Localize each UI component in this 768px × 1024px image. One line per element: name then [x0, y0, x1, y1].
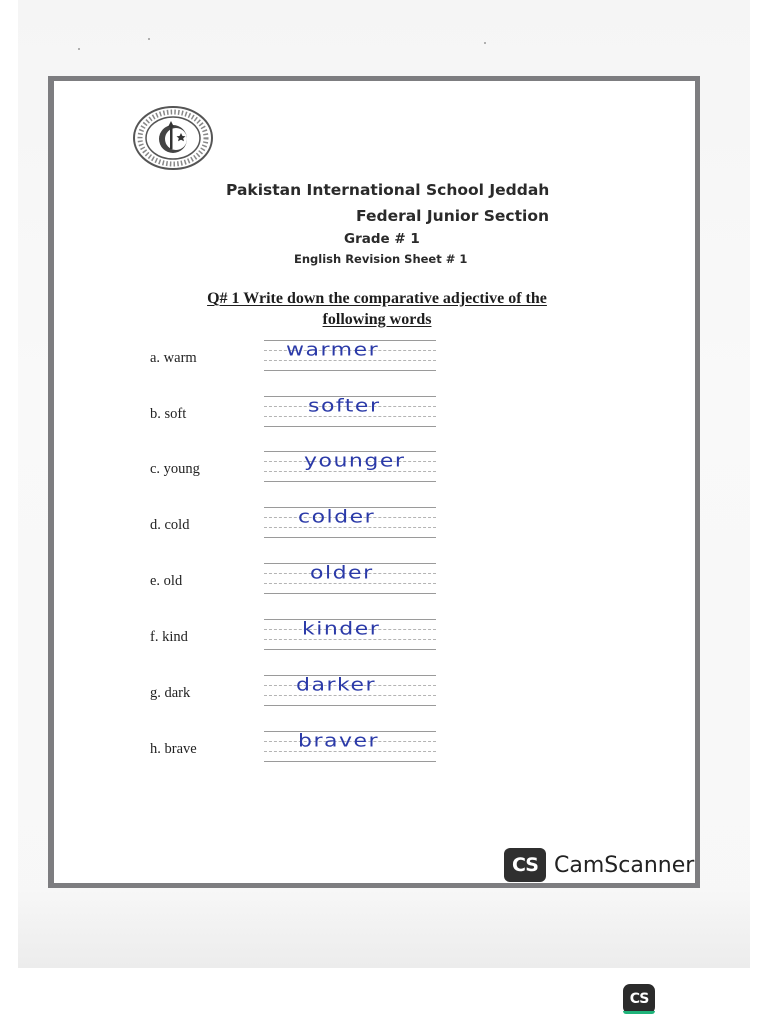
section-name: Federal Junior Section: [356, 207, 550, 225]
item-word: h. brave: [150, 741, 197, 757]
scan-speck: [148, 38, 150, 40]
handwritten-answer: older: [310, 563, 374, 584]
grade-label: Grade # 1: [344, 231, 420, 247]
item-word: e. old: [150, 573, 183, 589]
list-item: [54, 507, 695, 553]
camscanner-app-icon: CS: [623, 984, 655, 1014]
question-line-2: following words: [322, 311, 432, 328]
list-item: [54, 675, 695, 721]
list-item: [54, 563, 695, 609]
handwritten-answer: braver: [298, 731, 380, 752]
camscanner-watermark: [504, 847, 694, 883]
camscanner-badge-icon: CS: [504, 848, 546, 882]
item-word: c. young: [150, 461, 200, 477]
handwritten-answer: younger: [304, 451, 406, 472]
list-item: [54, 340, 695, 386]
handwritten-answer: kinder: [302, 619, 381, 640]
item-word: g. dark: [150, 685, 191, 701]
scan-speck: [78, 48, 80, 50]
list-item: [54, 731, 695, 777]
handwritten-answer: darker: [296, 675, 377, 696]
school-name: Pakistan International School Jeddah: [226, 181, 550, 199]
question-line-1: Q# 1 Write down the comparative adjective of the: [207, 290, 547, 307]
handwritten-answer: softer: [308, 396, 381, 417]
scan-speck: [484, 42, 486, 44]
item-word: b. soft: [150, 406, 187, 422]
handwritten-answer: colder: [298, 507, 376, 528]
sheet-title: English Revision Sheet # 1: [294, 252, 468, 266]
camscanner-brand: CamScanner: [554, 852, 695, 878]
item-word: a. warm: [150, 350, 197, 366]
item-word: f. kind: [150, 629, 188, 645]
list-item: [54, 451, 695, 497]
handwritten-answer: warmer: [286, 340, 380, 361]
worksheet-page: [48, 76, 700, 888]
list-item: [54, 619, 695, 665]
answer-list: [54, 81, 695, 883]
item-word: d. cold: [150, 517, 190, 533]
list-item: [54, 396, 695, 442]
